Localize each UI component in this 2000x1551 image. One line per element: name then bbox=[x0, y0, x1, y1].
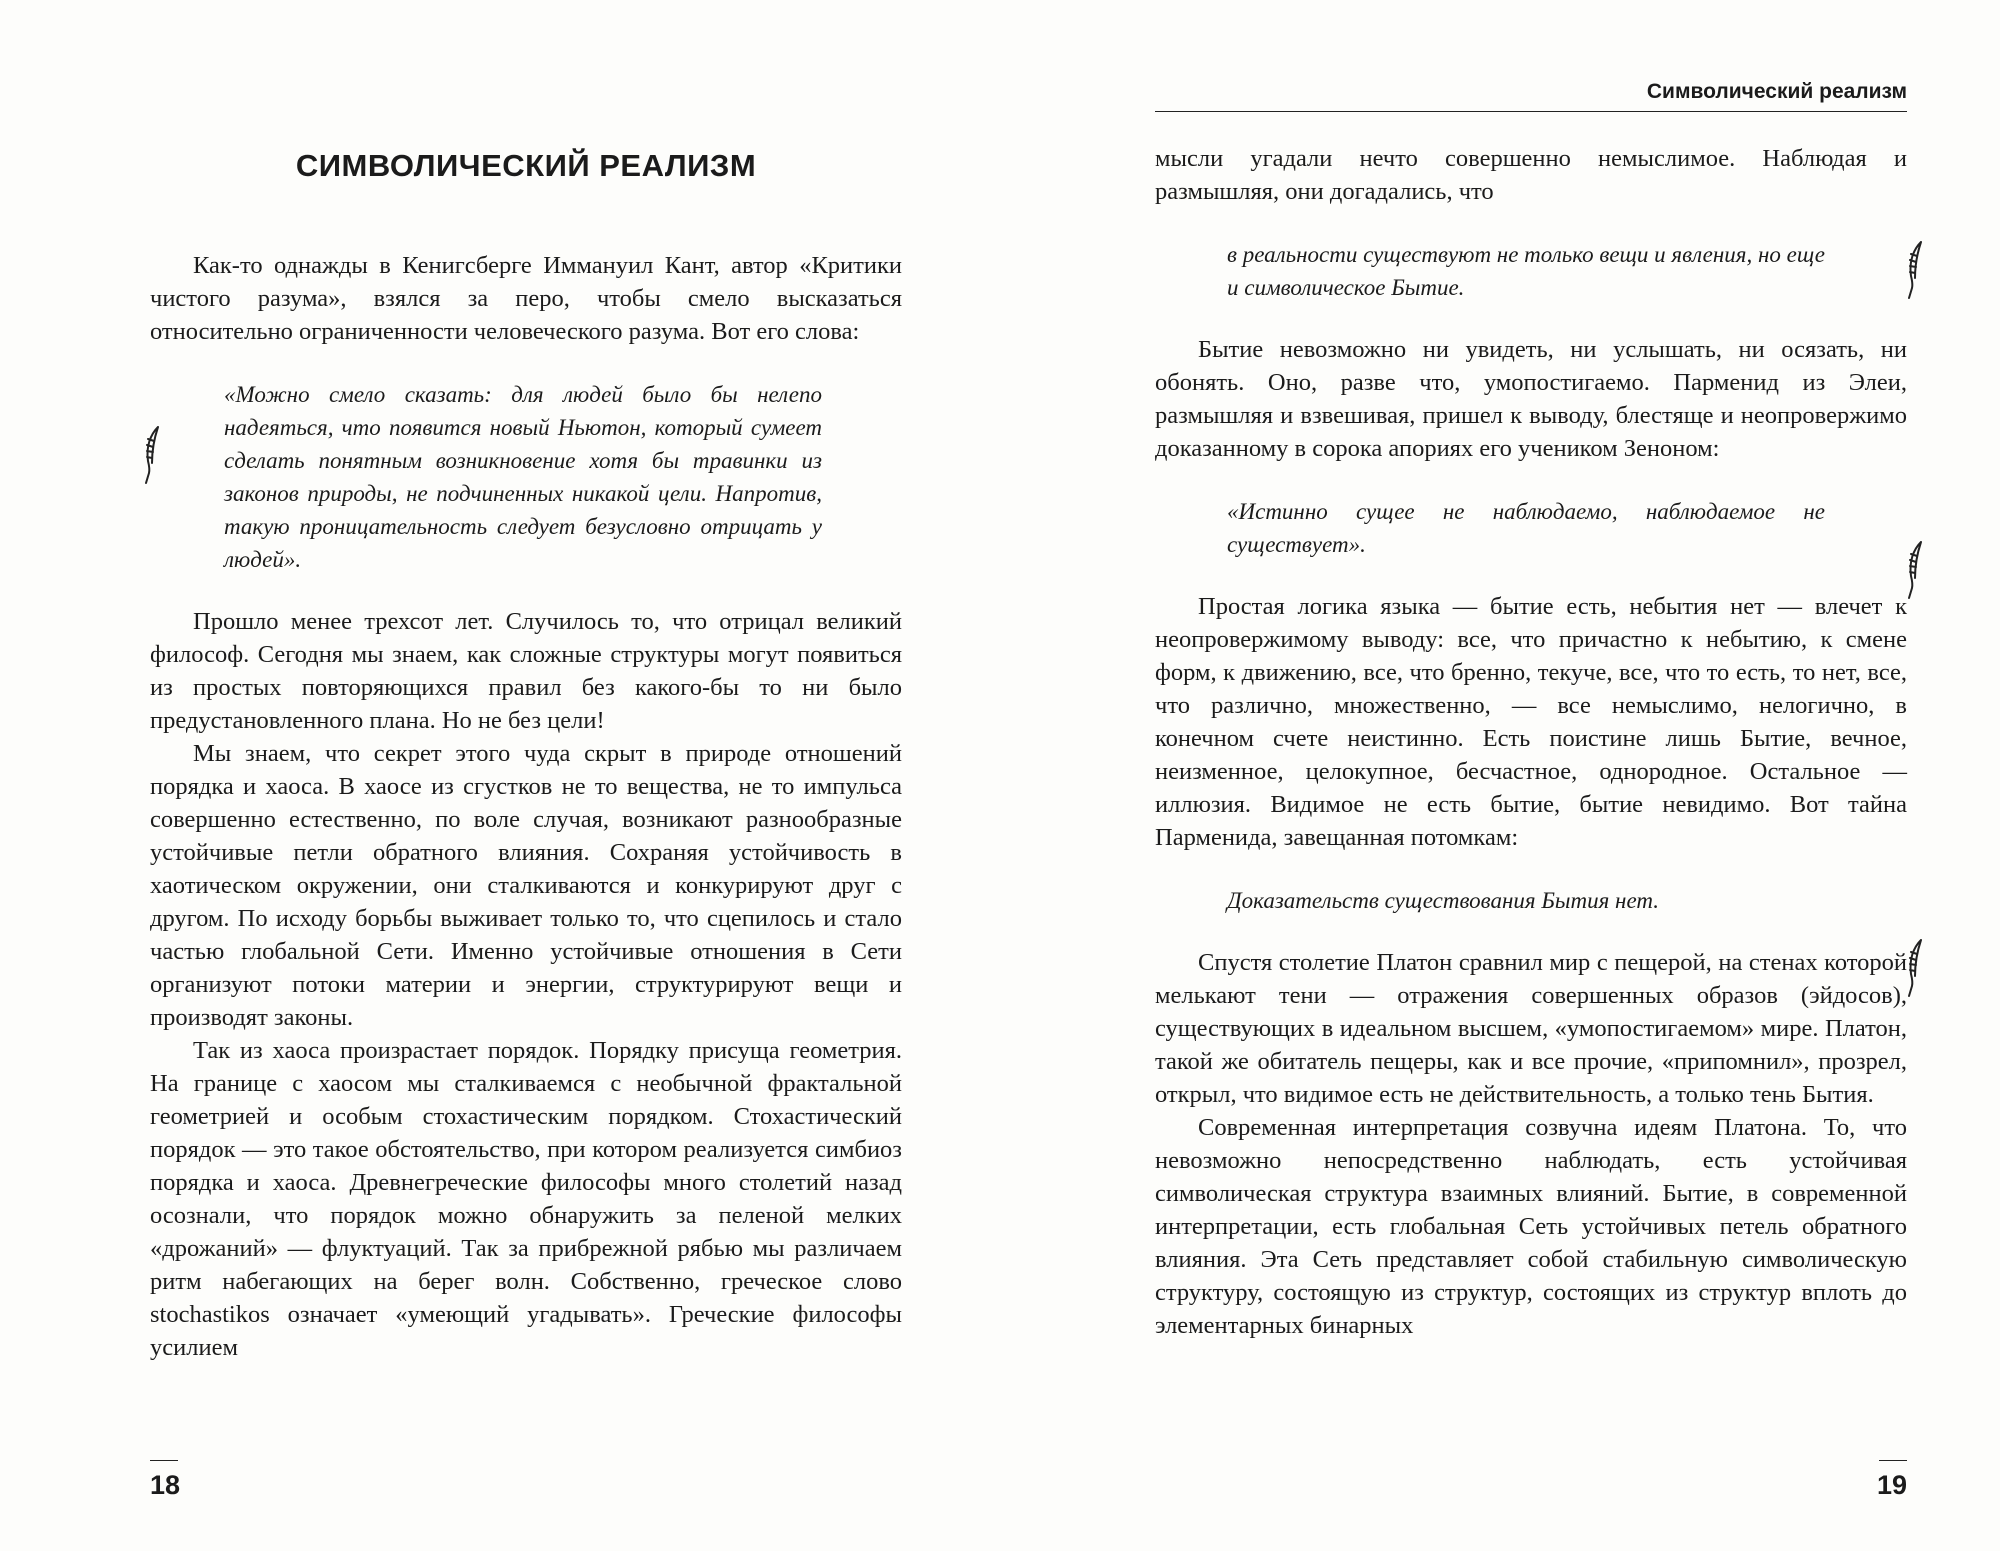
paragraph: Так из хаоса произрастает порядок. Порядку присуща геометрия. На границе с хаосом мы сталкиваемся с необычной фрактальной геометрией и особым стохастическим порядком. Стохастический порядок — это такое обстоятельство, при котором реализуется симбиоз порядка и хаоса. Древнегреческие философы много столетий назад осознали, что порядок можно обнаружить за пеленой мелких «дрожаний» — флуктуаций. Так за прибрежной рябью мы различаем ритм набегающих на берег волн. Собственно, греческое слово stochastikos означает «умеющий угадывать». Греческие философы усилием bbox=[150, 1037, 902, 1361]
running-head: Символический реализм bbox=[1646, 80, 1907, 103]
paragraph: Мы знаем, что секрет этого чуда скрыт в природе отношений порядка и хаоса. В хаосе из сгустков не то вещества, не то импульса совершенно естественно, по воле случая, возникают разнообразные устойчивые петли обратного влияния. Сохраняя устойчивость в хаотическом окружении, они сталкиваются и конкурируют друг с другом. По исходу борьбы выживает только то, что сцепилось и стало частью глобальной Сети. Именно устойчивые отношения в Сети организуют потоки материи и энергии, структурируют вещи и производят законы. bbox=[150, 740, 902, 1031]
paragraph: Современная интерпретация созвучна идеям Платона. То, что невозможно непосредственно наблюдать, есть устойчивая символическая структура взаимных влияний. Бытие, в современной интерпретации, есть глобальная Сеть устойчивых петель обратного влияния. Эта Сеть представляет собой стабильную символическую структуру, состоящую из структур, состоящих из структур вплоть до элементарных бинарных bbox=[1155, 1114, 1907, 1339]
page-number-rule bbox=[150, 1460, 178, 1461]
right-text-flow bbox=[1155, 142, 1907, 1342]
right-page bbox=[1155, 0, 1907, 1551]
page-number-rule bbox=[1879, 1460, 1907, 1461]
paragraph: Простая логика языка — бытие есть, небытия нет — влечет к неопровержимому выводу: все, что причастно к небытию, к смене форм, к движению, все, что бренно, текуче, все, что то есть, то нет, все, что различно, множественно, — все немыслимо, нелогично, в конечном счете неистинно. Есть поистине лишь Бытие, вечное, неизменное, целокупное, бесчастное, однородное. Остальное — иллюзия. Видимое не есть бытие, бытие невидимо. Вот тайна Парменида, завещанная потомкам: bbox=[1155, 593, 1907, 851]
paragraph-continuation: мысли угадали нечто совершенно немыслимое. Наблюдая и размышляя, они догадались, что bbox=[1155, 145, 1907, 205]
page-number: 18 bbox=[150, 1470, 181, 1500]
quote-proofs: Доказательств существования Бытия нет. bbox=[1227, 888, 1660, 913]
chapter-title: СИМВОЛИЧЕСКИЙ РЕАЛИЗМ bbox=[295, 148, 757, 183]
quote-parmenides: «Истинно сущее не наблюдаемо, наблюдаемое не существует». bbox=[1227, 499, 1825, 557]
quote-being: в реальности существуют не только вещи и явления, но еще и символическое Бытие. bbox=[1227, 242, 1825, 300]
paragraph: Прошло менее трехсот лет. Случилось то, что отрицал великий философ. Сегодня мы знаем, как сложные структуры могут появиться из простых повторяющихся правил без какого-бы то ни было предустановленного плана. Но не без цели! bbox=[150, 608, 902, 734]
page-number: 19 bbox=[1876, 1470, 1907, 1500]
left-page bbox=[150, 0, 902, 1551]
left-text-flow bbox=[150, 249, 902, 1364]
kant-quote: «Можно смело сказать: для людей было бы нелепо надеяться, что появится новый Ньютон, который сумеет сделать понятным возникновение хотя бы травинки из законов природы, не подчиненных никакой цели. Напротив, такую проницательность следует безусловно отрицать у людей». bbox=[224, 382, 822, 572]
paragraph: Бытие невозможно ни увидеть, ни услышать, ни осязать, ни обонять. Оно, разве что, умопостигаемо. Парменид из Элеи, размышляя и взвешивая, пришел к выводу, блестяще и неопровержимо доказанному в сорока апориях его учеником Зеноном: bbox=[1155, 336, 1907, 462]
paragraph: Спустя столетие Платон сравнил мир с пещерой, на стенах которой мелькают тени — отражения совершенных образов (эйдосов), существующих в идеальном высшем, «умопостигаемом» мире. Платон, такой же обитатель пещеры, как и все прочие, «припомнил», прозрел, открыл, что видимое есть не действительность, а только тень Бытия. bbox=[1155, 949, 1907, 1108]
header-rule bbox=[1155, 111, 1907, 112]
paragraph: Как-то однажды в Кенигсберге Иммануил Кант, автор «Критики чистого разума», взялся за перо, чтобы смело высказаться относительно ограниченности человеческого разума. Вот его слова: bbox=[150, 252, 902, 345]
